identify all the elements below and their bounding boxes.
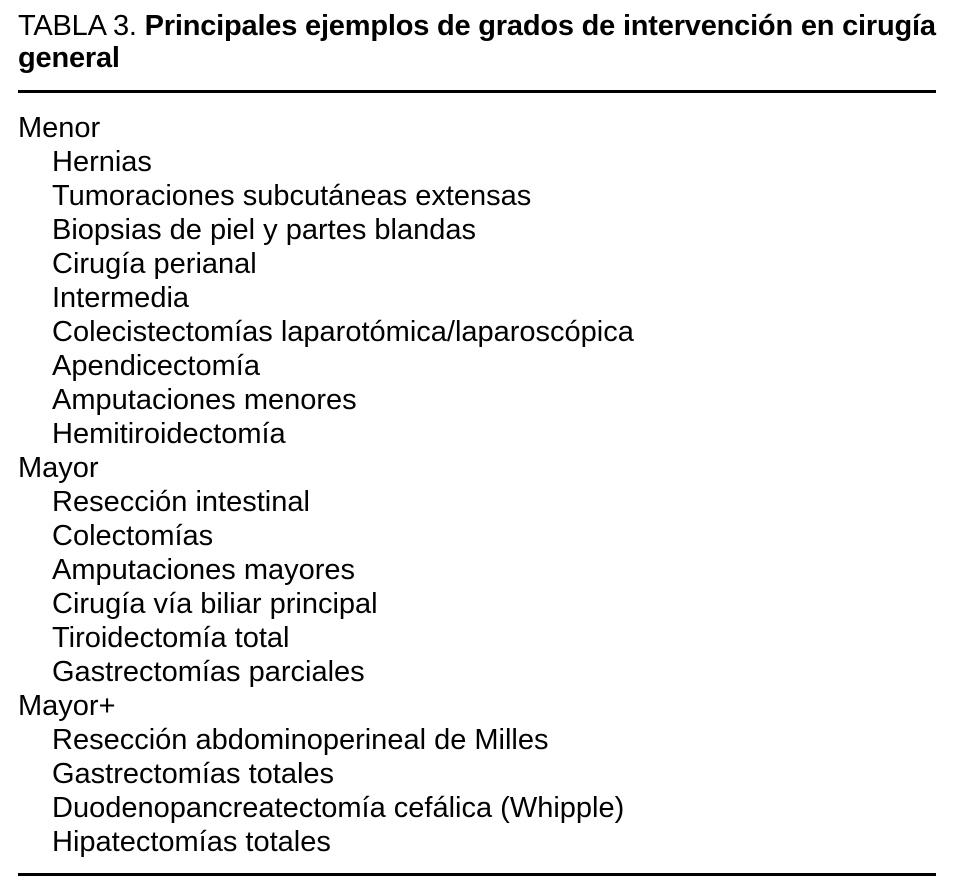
list-item: Cirugía perianal [52,248,257,280]
table-container [18,10,936,876]
list-item: Colecistectomías laparotómica/laparoscópica [52,316,634,348]
list-item: Resección abdominoperineal de Milles [52,724,549,756]
list-item: Intermedia [52,282,190,314]
group-label-menor: Menor [18,112,101,144]
list-item: Amputaciones menores [52,384,357,416]
top-rule [18,90,936,93]
table-body [18,111,936,859]
list-item: Hernias [52,146,152,178]
table-caption [18,10,936,74]
table-title: Principales ejemplos de grados de intervención en cirugía general [18,10,936,74]
list-item: Resección intestinal [52,486,310,518]
table-number: TABLA 3. [18,10,137,42]
list-item: Tumoraciones subcutáneas extensas [52,180,532,212]
bottom-rule [18,873,936,876]
list-item: Hipatectomías totales [52,826,331,858]
list-item: Gastrectomías totales [52,758,335,790]
list-item: Cirugía vía biliar principal [52,588,378,620]
list-item: Biopsias de piel y partes blandas [52,214,476,246]
group-label-mayorplus: Mayor+ [18,690,116,722]
list-item: Colectomías [52,520,214,552]
group-label-mayor: Mayor [18,452,99,484]
list-item: Amputaciones mayores [52,554,356,586]
list-item: Duodenopancreatectomía cefálica (Whipple) [52,792,625,824]
list-item: Apendicectomía [52,350,260,382]
list-item: Hemitiroidectomía [52,418,286,450]
list-item: Gastrectomías parciales [52,656,365,688]
list-item: Tiroidectomía total [52,622,290,654]
